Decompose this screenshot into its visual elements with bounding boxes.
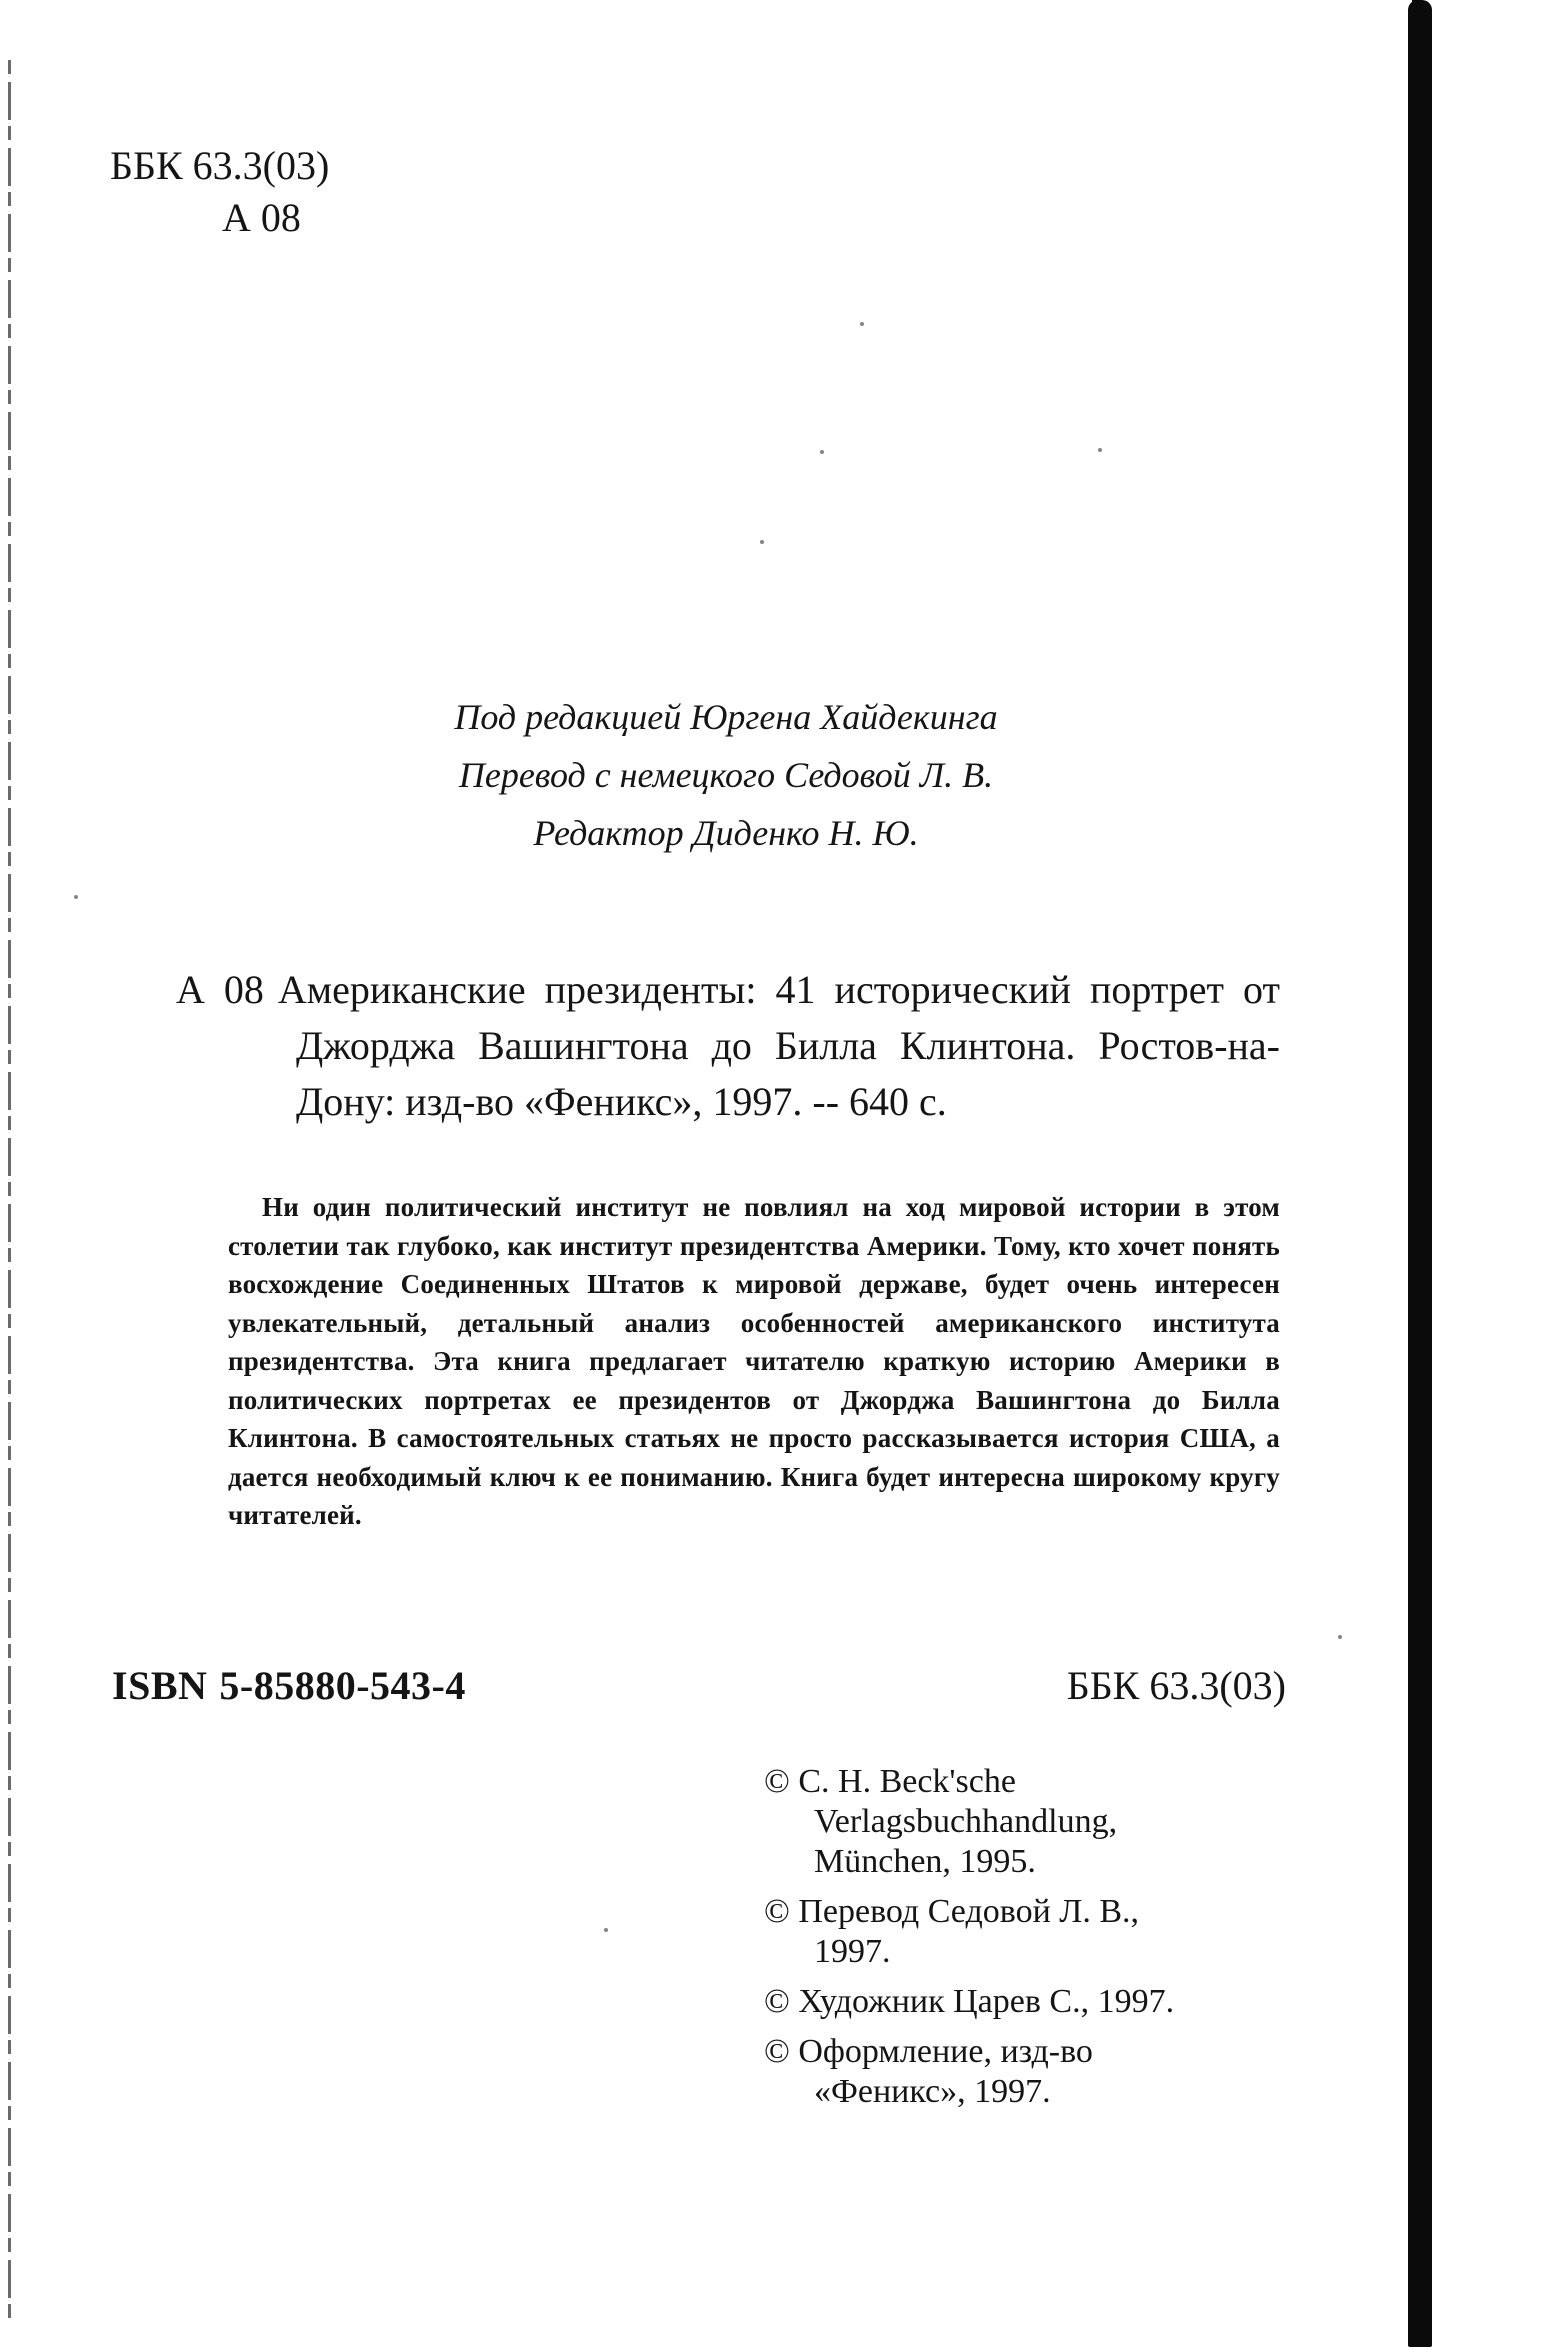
classification-block [110,140,329,244]
left-margin-line [8,60,11,2320]
binding-edge [1408,0,1432,2347]
scan-speck [860,322,864,326]
bibliographic-entry [176,962,1280,1130]
copyright-line: München, 1995. [814,1843,1036,1880]
redactor-line: Редактор Диденко Н. Ю. [533,813,919,853]
scan-speck [1338,1635,1342,1639]
bbk-code-top: ББК 63.3(03) [110,143,330,188]
copyright-line: Verlagsbuchhandlung, [814,1803,1118,1840]
copyright-line: © C. H. Beck'sche [764,1763,1016,1800]
translation-line: Перевод с немецкого Седовой Л. В. [458,755,994,795]
copyright-item [764,1892,1324,1972]
copyright-item [764,1762,1324,1882]
copyright-line: © Художник Царев С., 1997. [764,1983,1175,2020]
bbk-code-bottom: ББК 63.3(03) [1066,1663,1286,1708]
credits-block [0,688,1400,862]
copyright-block [764,1762,1324,2122]
copyright-line: «Феникс», 1997. [814,2073,1051,2110]
annotation-text: Ни один политический институт не повлиял на ход мировой истории в этом столетии так глубоко, как институт президентства Америки. Тому, кто хочет понять восхождение Соединенных Штатов к мировой державе, будет очень интересен увлекательный, детальный анализ особенностей американского института президентства. Эта книга предлагает читателю краткую историю Америки в политических портретах ее президентов от Джорджа Вашингтона до Билла Клинтона. В самостоятельных статьях не просто рассказывается история США, а дается необходимый ключ к ее пониманию. Книга будет интересна широкому кругу читателей. [228,1192,1280,1530]
entry-text: Американские президенты: 41 исторический портрет от Джорджа Вашингтона до Билла Клинтона. Ростов-на-Дону: изд-во «Феникс», 1997. -- 640 с. [277,967,1281,1124]
binding-edge-tip [1412,0,1422,40]
scan-speck [820,450,824,454]
copyright-line: 1997. [814,1933,891,1970]
author-sign: А 08 [222,195,301,240]
isbn-number: 5-85880-543-4 [219,1663,466,1708]
editor-line: Под редакцией Юргена Хайдекинга [454,697,998,737]
isbn-block [112,1660,466,1712]
entry-code: А 08 [176,967,264,1012]
copyright-line: © Перевод Седовой Л. В., [764,1893,1139,1930]
scan-speck [74,895,78,899]
bibliographic-entry-body [176,962,1280,1130]
copyright-item [764,1982,1324,2022]
copyright-line: © Оформление, изд-во [764,2033,1093,2070]
scan-speck [604,1928,608,1932]
scan-speck [760,540,764,544]
scan-speck [1098,448,1102,452]
isbn-label: ISBN [112,1663,208,1708]
copyright-item [764,2032,1324,2112]
